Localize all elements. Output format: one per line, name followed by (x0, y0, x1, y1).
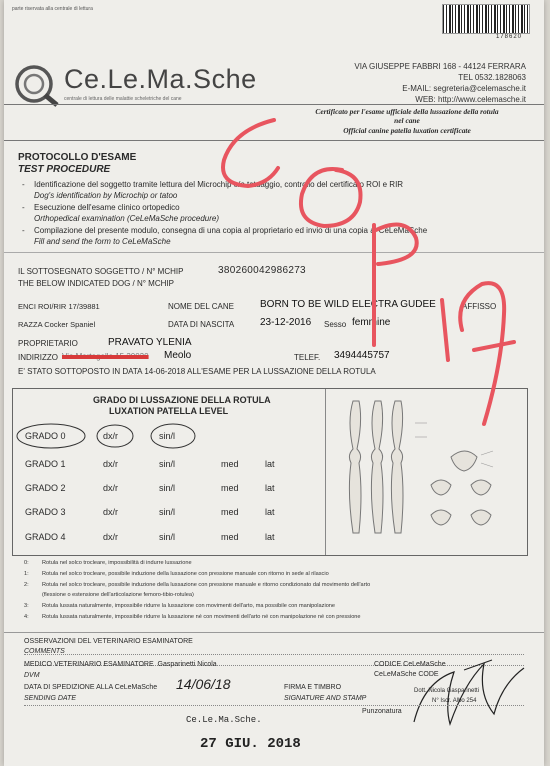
city-value: Meolo (164, 350, 192, 361)
signature-label-en: SIGNATURE AND STAMP (284, 695, 367, 702)
address-redacted: Via Martagello 15 30020 (62, 352, 149, 361)
step-1-it: Identificazione del soggetto tramite lettura del Microchip e/o tatuaggio, controllo del certificato ROI e RIR (34, 180, 404, 189)
microchip-number: 380260042986273 (218, 265, 306, 276)
footer-rule (4, 632, 544, 633)
vet-stamp-register: N° Iscr. Albo 254 (432, 698, 477, 704)
barcode (442, 4, 530, 34)
website: WEB: http://www.celemasche.it (415, 95, 526, 104)
birth-date-label: DATA DI NASCITA (168, 320, 235, 329)
sending-date-label: DATA DI SPEDIZIONE ALLA CeLeMaSche (24, 684, 158, 691)
phone-label: TELEF. (294, 353, 321, 362)
legend-2: 2: Rotula nel solco trocleare, possibile induzione della lussazione con pressione manuale e ritorno condizionato dal movimento dell'arto (24, 582, 371, 588)
birth-date-value: 23-12-2016 (260, 317, 312, 328)
undersigned-label: IL SOTTOSEGNATO SOGGETTO / N° MCHIP (18, 267, 184, 276)
step-2-it: Esecuzione dell'esame clinico ortopedico (34, 203, 180, 212)
comments-label: COMMENTS (24, 648, 65, 655)
signature-label: FIRMA E TIMBRO (284, 684, 342, 691)
grade-box: GRADO DI LUSSAZIONE DELLA ROTULA LUXATION PATELLA LEVEL GRADO 0 dx/r sin/l GRADO 1 dx/r sin/l med lat GRADO 2 dx/r sin/l med lat GRADO 3 dx/r sin/l med lat GRADO 4 dx/r sin/l med lat (12, 388, 528, 556)
copia-handwritten-annotation (204, 100, 524, 430)
step-3-bullet: - (22, 226, 25, 235)
dog-name-value: BORN TO BE WILD ELECTRA GUDEE (260, 299, 436, 310)
protocol-title-en: TEST PROCEDURE (18, 164, 111, 175)
certificate-title-it: Certificato per l'esame ufficiale della lussazione della rotula (315, 107, 499, 116)
affisso-label: AFFISSO (462, 302, 497, 311)
vet-signature-icon (404, 652, 534, 732)
owner-value: PRAVATO YLENIA (108, 337, 192, 348)
certificate-title-en: Official canine patella luxation certificate (343, 126, 471, 135)
phone-value: 3494445757 (334, 350, 390, 361)
certificate-page (4, 0, 544, 766)
breed-field: RAZZA Cocker Spaniel (18, 320, 96, 329)
grade-title-en: LUXATION PATELLA LEVEL (109, 406, 229, 416)
address-line: VIA GIUSEPPE FABBRI 168 - 44124 FERRARA (354, 62, 526, 71)
email: E-MAIL: segreteria@celemasche.it (402, 84, 526, 93)
certificate-title-it-2: nel cane (394, 116, 420, 125)
enci-field: ENCI ROI/RIR 17/39881 (18, 302, 100, 311)
grade-0-selection-circles (13, 419, 213, 453)
legend-4: 4: Rotula lussata naturalmente, impossibile ridurre la lussazione né con movimenti dell'arto né con manipolazione né con pressione (24, 614, 361, 620)
step-2-bullet: - (22, 203, 25, 212)
received-date-stamp: 27 GIU. 2018 (200, 736, 301, 752)
vet-label: MEDICO VETERINARIO ESAMINATORE Gasparinetti Nicola (24, 661, 217, 668)
owner-label: PROPRIETARIO (18, 339, 78, 348)
grade-title: GRADO DI LUSSAZIONE DELLA ROTULA (93, 395, 271, 405)
vet-stamp-name: Dott. Nicola Gasparinetti (414, 688, 480, 694)
step-1-en: Dog's identification by Microchip or tatoo (34, 191, 178, 200)
legend-2b: (flessione o estensione dell'articolazione femoro-tibio-rotulea) (42, 592, 194, 598)
address-label: INDIRIZZO (18, 353, 58, 362)
code-label-en: CeLeMaSche CODE (374, 671, 439, 678)
undersigned-label-en: THE BELOW INDICATED DOG / N° MCHIP (18, 279, 174, 288)
received-stamp: Ce.Le.Ma.Sche. (186, 715, 262, 725)
logo-subtitle: centrale di lettura delle malattie scheletriche del cane (64, 96, 182, 102)
legend-3: 3: Rotula lussata naturalmente, impossibile ridurre la lussazione con movimenti dell'arto, ma possibile con manipolazione (24, 603, 336, 609)
legend-1: 1: Rotula nel solco trocleare, possibile induzione della lussazione con pressione manuale con ritorno in sede al rilascio (24, 571, 329, 577)
dog-name-label: NOME DEL CANE (168, 302, 234, 311)
legend-0: 0: Rotula nel solco trocleare, impossibilità di indurre lussazione (24, 560, 192, 566)
protocol-title: PROTOCOLLO D'ESAME (18, 152, 137, 163)
step-2-en: Orthopedical examination (CeLeMaSche procedure) (34, 214, 219, 223)
sending-date-value: 14/06/18 (176, 676, 231, 692)
step-3-it: Compilazione del presente modulo, consegna di una copia al proprietario ed invio di una copia al CeLeMaSche (34, 226, 428, 235)
logo-icon (14, 62, 60, 108)
sending-date-label-en: SENDING DATE (24, 695, 76, 702)
dvm-label: DVM (24, 672, 40, 679)
telephone: TEL 0532.1828063 (458, 73, 526, 82)
code-label: CODICE CeLeMaSche (374, 661, 446, 668)
exam-statement: E' STATO SOTTOPOSTO IN DATA 14-06-2018 ALL'ESAME PER LA LUSSAZIONE DELLA ROTULA (18, 367, 376, 376)
punch-label: Punzonatura (362, 708, 402, 715)
footer-sign-line (24, 705, 524, 706)
barcode-number: 178620 (495, 34, 522, 40)
reserved-note: parte riservata alla centrale di lettura (12, 6, 93, 12)
sex-label: Sesso (324, 320, 347, 329)
step-1-bullet: - (22, 180, 25, 189)
step-3-en: Fill and send the form to CeLeMaSche (34, 237, 171, 246)
sex-value: femmine (352, 317, 391, 328)
observations-label: OSSERVAZIONI DEL VETERINARIO ESAMINATORE (24, 638, 193, 645)
logo-name: Ce.Le.Ma.Sche (64, 64, 257, 94)
